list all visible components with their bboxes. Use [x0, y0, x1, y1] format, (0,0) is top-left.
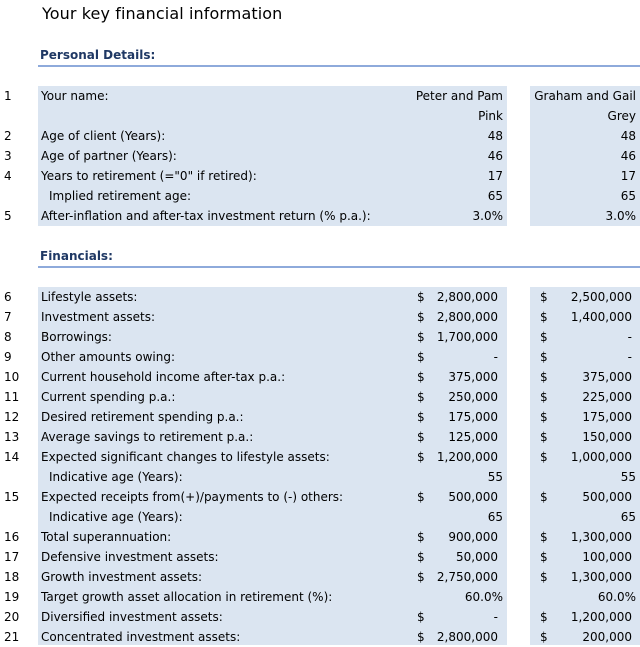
- table-row: [0, 487, 640, 507]
- amount-client-1: 500,000: [448, 490, 498, 504]
- amount-client-2: 225,000: [582, 390, 632, 404]
- value-client-2: 55: [620, 470, 636, 484]
- amount-client-2: 2,500,000: [570, 290, 632, 304]
- currency-symbol: $: [540, 550, 548, 564]
- page-title: Your key financial information: [42, 4, 283, 23]
- amount-client-1: 1,700,000: [436, 330, 498, 344]
- currency-symbol: $: [540, 450, 548, 464]
- row-number: 8: [4, 330, 12, 344]
- table-row: [0, 467, 640, 487]
- value-client-2: 3.0%: [605, 209, 636, 223]
- currency-symbol: $: [417, 390, 425, 404]
- row-label: Other amounts owing:: [41, 350, 176, 364]
- currency-symbol: $: [540, 330, 548, 344]
- amount-client-2: -: [627, 330, 632, 344]
- amount-client-1: 375,000: [448, 370, 498, 384]
- row-number: 17: [4, 550, 20, 564]
- row-label: Total superannuation:: [41, 530, 172, 544]
- amount-client-2: 500,000: [582, 490, 632, 504]
- row-number: 5: [4, 209, 12, 223]
- section-rule-personal: [38, 65, 640, 67]
- row-label: Average savings to retirement p.a.:: [41, 430, 254, 444]
- amount-client-1: 2,800,000: [436, 290, 498, 304]
- table-row: [0, 126, 640, 146]
- currency-symbol: $: [417, 550, 425, 564]
- row-number: 19: [4, 590, 20, 604]
- row-label: Years to retirement (="0" if retired):: [41, 169, 257, 183]
- row-number: 7: [4, 310, 12, 324]
- currency-symbol: $: [417, 430, 425, 444]
- row-label: Implied retirement age:: [49, 189, 192, 203]
- amount-client-1: -: [493, 350, 498, 364]
- row-label: Indicative age (Years):: [49, 470, 183, 484]
- amount-client-2: 1,300,000: [570, 530, 632, 544]
- amount-client-1: 2,750,000: [436, 570, 498, 584]
- row-number: 13: [4, 430, 20, 444]
- section-rule-financials: [38, 266, 640, 268]
- currency-symbol: $: [417, 450, 425, 464]
- row-number: 18: [4, 570, 20, 584]
- row-label: Diversified investment assets:: [41, 610, 223, 624]
- table-row: [0, 206, 640, 226]
- currency-symbol: $: [417, 610, 425, 624]
- table-row: [0, 367, 640, 387]
- row-label: Defensive investment assets:: [41, 550, 219, 564]
- table-row: [0, 547, 640, 567]
- currency-symbol: $: [540, 490, 548, 504]
- row-label: Your name:: [41, 89, 109, 103]
- value-client-1: 48: [487, 129, 503, 143]
- row-number: 16: [4, 530, 20, 544]
- row-label: Expected significant changes to lifestyle assets:: [41, 450, 330, 464]
- table-row: [0, 287, 640, 307]
- row-label: Concentrated investment assets:: [41, 630, 241, 644]
- table-row: [0, 607, 640, 627]
- table-row: [0, 166, 640, 186]
- currency-symbol: $: [417, 310, 425, 324]
- amount-client-2: -: [627, 350, 632, 364]
- amount-client-2: 1,200,000: [570, 610, 632, 624]
- amount-client-1: 50,000: [456, 550, 498, 564]
- value-client-1: 55: [487, 470, 503, 484]
- row-label: Borrowings:: [41, 330, 112, 344]
- value-client-2: 46: [620, 149, 636, 163]
- currency-symbol: $: [540, 630, 548, 644]
- currency-symbol: $: [417, 290, 425, 304]
- row-number: 14: [4, 450, 20, 464]
- amount-client-1: 900,000: [448, 530, 498, 544]
- row-label: Expected receipts from(+)/payments to (-) others:: [41, 490, 344, 504]
- currency-symbol: $: [540, 570, 548, 584]
- row-label: Lifestyle assets:: [41, 290, 138, 304]
- amount-client-2: 200,000: [582, 630, 632, 644]
- value-client-1: 3.0%: [472, 209, 503, 223]
- row-number: 6: [4, 290, 12, 304]
- value-client-1: Pink: [478, 109, 503, 123]
- amount-client-2: 1,400,000: [570, 310, 632, 324]
- value-client-2: Grey: [607, 109, 636, 123]
- value-client-1: 60.0%: [464, 590, 503, 604]
- row-label: After-inflation and after-tax investment return (% p.a.):: [41, 209, 371, 223]
- value-client-2: 65: [620, 189, 636, 203]
- row-number: 12: [4, 410, 20, 424]
- table-row: [0, 186, 640, 206]
- currency-symbol: $: [417, 530, 425, 544]
- currency-symbol: $: [417, 490, 425, 504]
- row-label: Growth investment assets:: [41, 570, 203, 584]
- amount-client-1: 2,800,000: [436, 630, 498, 644]
- row-number: 4: [4, 169, 12, 183]
- currency-symbol: $: [540, 390, 548, 404]
- value-client-1: 65: [487, 189, 503, 203]
- currency-symbol: $: [417, 570, 425, 584]
- amount-client-1: 175,000: [448, 410, 498, 424]
- row-number: 3: [4, 149, 12, 163]
- row-number: 21: [4, 630, 20, 644]
- row-label: Indicative age (Years):: [49, 510, 183, 524]
- value-client-2: 65: [620, 510, 636, 524]
- currency-symbol: $: [417, 350, 425, 364]
- table-row: [0, 447, 640, 467]
- value-client-1: 65: [487, 510, 503, 524]
- table-row: [0, 146, 640, 166]
- section-heading-personal: Personal Details:: [40, 48, 156, 62]
- currency-symbol: $: [540, 370, 548, 384]
- currency-symbol: $: [417, 410, 425, 424]
- table-row: [0, 327, 640, 347]
- currency-symbol: $: [540, 410, 548, 424]
- currency-symbol: $: [540, 290, 548, 304]
- value-client-2: 17: [620, 169, 636, 183]
- row-number: 1: [4, 89, 12, 103]
- row-label: Desired retirement spending p.a.:: [41, 410, 244, 424]
- row-number: 20: [4, 610, 20, 624]
- row-label: Target growth asset allocation in retirement (%):: [41, 590, 333, 604]
- table-row: [0, 307, 640, 327]
- table-row: [0, 106, 640, 126]
- section-heading-financials: Financials:: [40, 249, 113, 263]
- row-label: Investment assets:: [41, 310, 156, 324]
- value-client-1: Peter and Pam: [415, 89, 503, 103]
- table-row: [0, 587, 640, 607]
- table-row: [0, 627, 640, 647]
- row-label: Current spending p.a.:: [41, 390, 176, 404]
- value-client-2: 48: [620, 129, 636, 143]
- value-client-2: 60.0%: [597, 590, 636, 604]
- amount-client-2: 375,000: [582, 370, 632, 384]
- amount-client-2: 100,000: [582, 550, 632, 564]
- currency-symbol: $: [540, 430, 548, 444]
- currency-symbol: $: [417, 370, 425, 384]
- currency-symbol: $: [540, 310, 548, 324]
- value-client-1: 46: [487, 149, 503, 163]
- currency-symbol: $: [417, 630, 425, 644]
- table-row: [0, 86, 640, 106]
- row-number: 15: [4, 490, 20, 504]
- amount-client-1: 250,000: [448, 390, 498, 404]
- table-row: [0, 567, 640, 587]
- table-row: [0, 387, 640, 407]
- currency-symbol: $: [540, 530, 548, 544]
- currency-symbol: $: [540, 610, 548, 624]
- table-row: [0, 507, 640, 527]
- amount-client-1: 2,800,000: [436, 310, 498, 324]
- currency-symbol: $: [540, 350, 548, 364]
- value-client-2: Graham and Gail: [534, 89, 636, 103]
- row-label: Age of partner (Years):: [41, 149, 177, 163]
- amount-client-2: 1,300,000: [570, 570, 632, 584]
- amount-client-1: 1,200,000: [436, 450, 498, 464]
- row-number: 10: [4, 370, 20, 384]
- amount-client-2: 175,000: [582, 410, 632, 424]
- value-client-1: 17: [487, 169, 503, 183]
- row-label: Current household income after-tax p.a.:: [41, 370, 286, 384]
- row-number: 9: [4, 350, 12, 364]
- currency-symbol: $: [417, 330, 425, 344]
- table-row: [0, 427, 640, 447]
- row-label: Age of client (Years):: [41, 129, 166, 143]
- table-row: [0, 527, 640, 547]
- amount-client-1: -: [493, 610, 498, 624]
- amount-client-1: 125,000: [448, 430, 498, 444]
- row-number: 2: [4, 129, 12, 143]
- amount-client-2: 1,000,000: [570, 450, 632, 464]
- amount-client-2: 150,000: [582, 430, 632, 444]
- table-row: [0, 407, 640, 427]
- row-number: 11: [4, 390, 20, 404]
- table-row: [0, 347, 640, 367]
